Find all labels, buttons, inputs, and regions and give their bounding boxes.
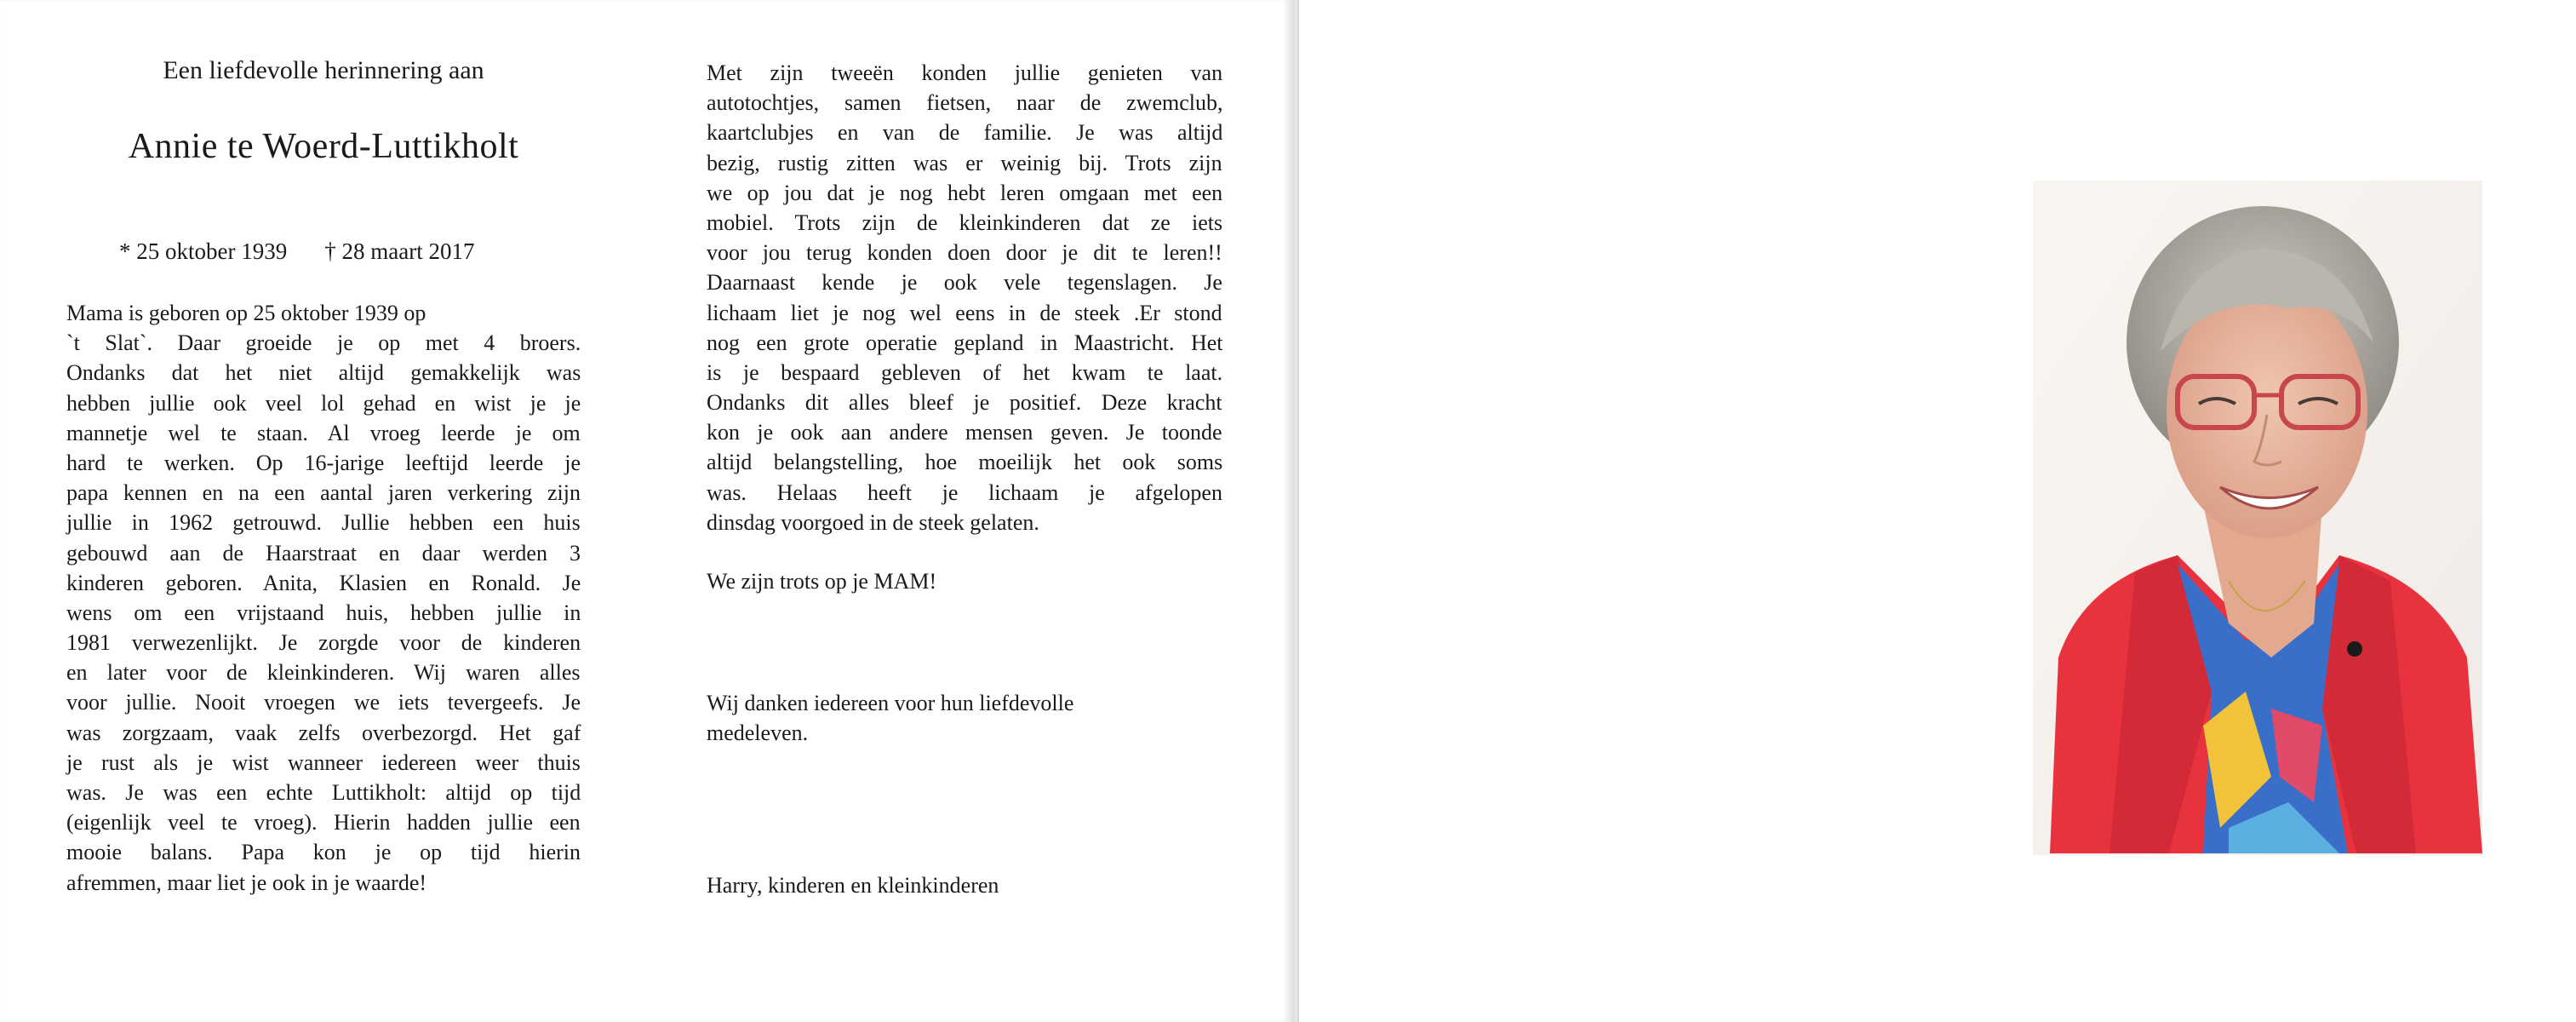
text-line: nog een grote operatie gepland in Maastricht. Het [707, 330, 1223, 355]
text-line: Ondanks dat het niet altijd gemakkelijk was [66, 360, 581, 386]
text-line: Daarnaast kende je ook vele tegenslagen. Je [707, 270, 1222, 296]
text-line: kaartclubjes en van de familie. Je was altijd [707, 120, 1223, 146]
text-line: is je bespaard gebleven of het kwam te laat. [707, 359, 1223, 385]
text-line: Met zijn tweeën konden jullie genieten van [707, 60, 1223, 85]
thanks-text [707, 688, 1222, 748]
continuation-text [707, 58, 1222, 537]
text-line: medeleven. [707, 721, 809, 746]
text-line: mobiel. Trots zijn de kleinkinderen dat ze iets [707, 210, 1223, 235]
text-line: was zorgzaam, vaak zelfs overbezorgd. Het gaf [66, 720, 581, 745]
text-line: was. Je was een echte Luttikholt: altijd op tijd [66, 780, 581, 805]
text-line: gebouwd aan de Haarstraat en daar werden 3 [66, 540, 581, 566]
text-line: lichaam liet je nog wel eens in de steek .Er stond [707, 300, 1222, 325]
birth-date: * 25 oktober 1939 [119, 238, 288, 264]
deceased-name: Annie te Woerd-Luttikholt [128, 127, 519, 166]
portrait-photo [2033, 181, 2482, 855]
text-line: mannetje wel te staan. Al vroeg leerde je om [66, 420, 581, 445]
text-line: `t Slat`. Daar groeide je op met 4 broers. [66, 330, 581, 356]
signoff: Harry, kinderen en kleinkinderen [707, 873, 999, 898]
text-line: autotochtjes, samen fietsen, naar de zwemclub, [707, 90, 1223, 116]
portrait-illustration [2033, 181, 2482, 855]
text-line: papa kennen en na een aantal jaren verkering zijn [66, 480, 581, 506]
text-line: Wij danken iedereen voor hun liefdevolle [707, 691, 1074, 715]
death-date: † 28 maart 2017 [324, 238, 475, 264]
text-line: kinderen geboren. Anita, Klasien en Ronald. Je [66, 570, 581, 595]
text-line: (eigenlijk veel te vroeg). Hierin hadden jullie een [66, 810, 581, 835]
pride-line: We zijn trots op je MAM! [707, 569, 937, 594]
text-line: je rust als je wist wanneer iedereen weer thuis [66, 749, 581, 775]
text-line: 1981 verwezenlijkt. Je zorgde voor de kinderen [66, 630, 581, 656]
text-line: kon je ook aan andere mensen geven. Je toonde [707, 420, 1222, 445]
text-line: was. Helaas heeft je lichaam je afgelopen [707, 479, 1222, 505]
text-line: bezig, rustig zitten was er weinig bij. Trots zijn [707, 150, 1222, 175]
biography-text [66, 298, 581, 898]
text-line: dinsdag voorgoed in de steek gelaten. [707, 509, 1039, 535]
text-line: altijd belangstelling, hoe moeilijk het ook soms [707, 450, 1223, 475]
text-line: wens om een vrijstaand huis, hebben jullie in [66, 600, 581, 625]
text-line: voor jou terug konden doen door je dit te leren!! [707, 240, 1222, 266]
text-line: hebben jullie ook veel lol gehad en wist je je [66, 390, 581, 416]
life-dates [119, 238, 512, 265]
intro-line: Een liefdevolle herinnering aan [163, 56, 484, 84]
text-line: mooie balans. Papa kon je op tijd hierin [66, 840, 581, 865]
jacket-button [2347, 641, 2362, 657]
text-line: we op jou dat je nog hebt leren omgaan met een [707, 180, 1223, 205]
text-line: en later voor de kleinkinderen. Wij waren alles [66, 660, 581, 686]
memorial-card-left-page [0, 0, 1287, 1022]
text-line: voor jullie. Nooit vroegen we iets tevergeefs. Je [66, 690, 581, 715]
text-line: Ondanks dit alles bleef je positief. Deze kracht [707, 390, 1222, 416]
card-fold [1287, 0, 1297, 1022]
text-line: hard te werken. Op 16-jarige leeftijd leerde je [66, 450, 581, 475]
text-line: afremmen, maar liet je ook in je waarde! [66, 870, 427, 895]
text-line: Mama is geboren op 25 oktober 1939 op [66, 301, 426, 325]
text-line: jullie in 1962 getrouwd. Jullie hebben een huis [66, 510, 581, 536]
